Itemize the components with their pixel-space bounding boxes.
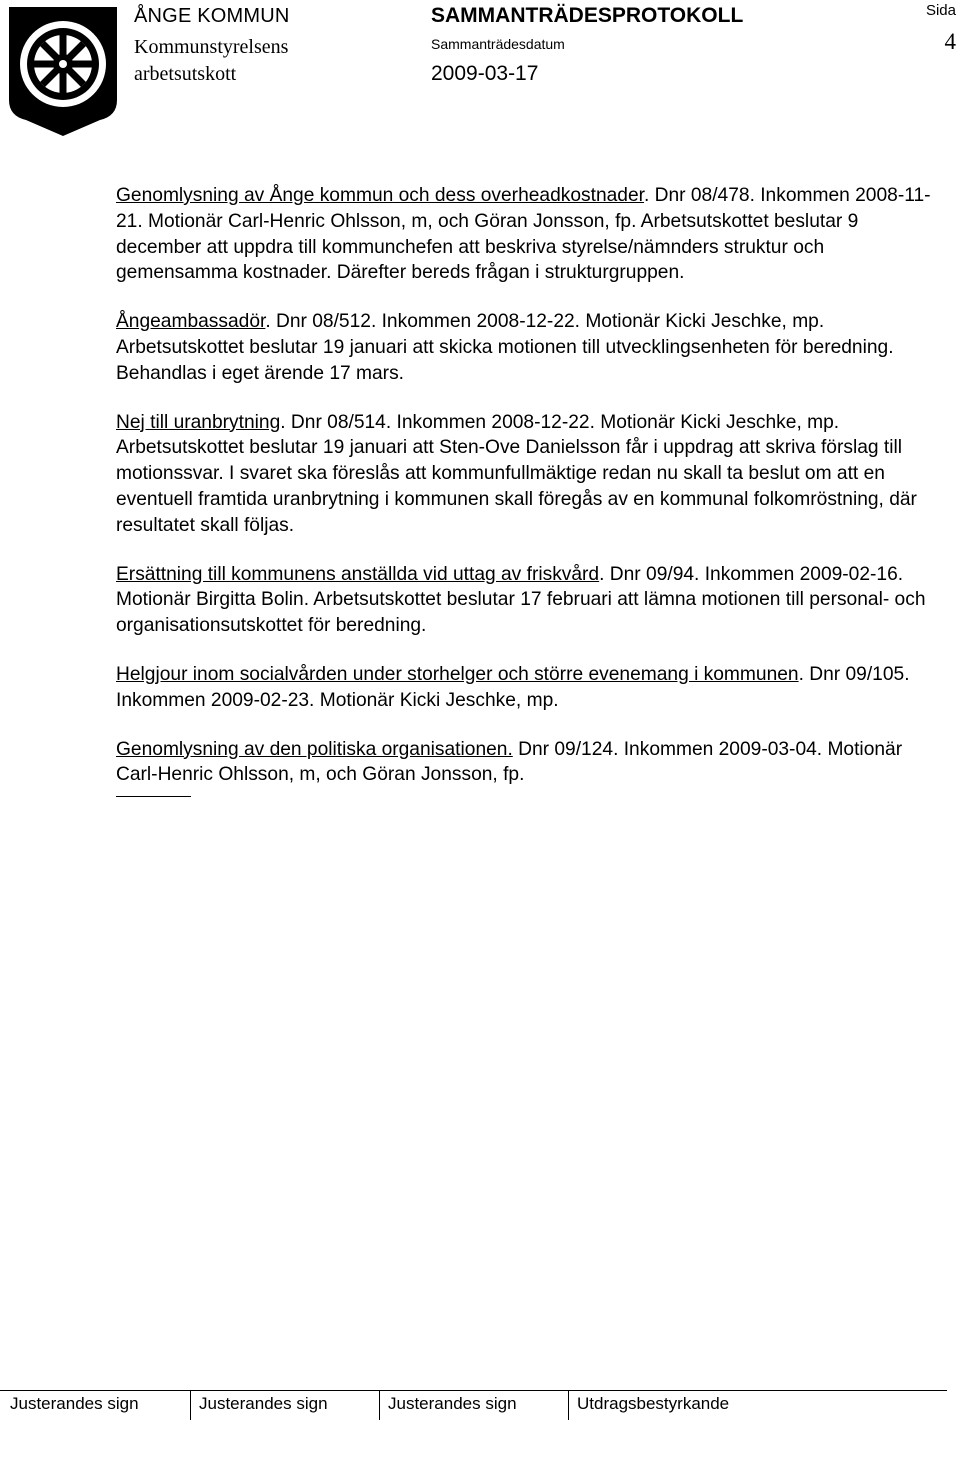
- meeting-date-label: Sammanträdesdatum: [431, 36, 565, 52]
- footer-separator: [568, 1390, 569, 1420]
- footer-separator: [379, 1390, 380, 1420]
- motion-item: [116, 183, 946, 286]
- page-label: Sida: [925, 2, 956, 19]
- footer-sign-2: Justerandes sign: [199, 1394, 328, 1413]
- motion-item: [116, 737, 946, 789]
- motion-body: . Dnr 08/514. Inkommen 2008-12-22. Motionär Kicki Jeschke, mp. Arbetsutskottet beslutar 19 januari att Sten-Ove Danielsson får i uppdrag att skriva förslag till motionssvar. I svaret ska föreslås att kommunfullmäktige redan nu skall ta beslut om att en eventuell framtida uranbrytning i kommunen skall föregås av en kommunal folkomröstning, där resultatet skall följas.: [116, 411, 917, 536]
- motion-item: [116, 410, 946, 539]
- municipality-name: ÅNGE KOMMUN: [134, 5, 290, 27]
- board-name-line2: arbetsutskott: [134, 63, 237, 85]
- motion-body: . Dnr 09/105. Inkommen 2009-02-23. Motionär Kicki Jeschke, mp.: [116, 663, 910, 711]
- footer-sign-3: Justerandes sign: [388, 1394, 517, 1413]
- protocol-title: SAMMANTRÄDESPROTOKOLL: [431, 4, 744, 27]
- motion-title: Helgjour inom socialvården under storhelger och större evenemang i kommunen: [116, 663, 799, 685]
- motion-title: Genomlysning av Ånge kommun och dess overheadkostnader: [116, 185, 644, 206]
- motion-body: Dnr 09/124. Inkommen 2009-03-04. Motionär Carl-Henric Ohlsson, m, och Göran Jonsson, fp.: [116, 738, 903, 786]
- motion-body: . Dnr 08/478. Inkommen 2008-11-21. Motionär Carl-Henric Ohlsson, m, och Göran Jonsson, fp. Arbetsutskottet beslutar 9 december att uppdra till kommunchefen att beskriva styrelse/nämnders struktur och gemensamma kostnader. Därefter bereds frågan i strukturgruppen.: [116, 185, 931, 284]
- footer-extract: Utdragsbestyrkande: [577, 1394, 730, 1413]
- motion-title: Ersättning till kommunens anställda vid uttag av friskvård: [116, 563, 600, 585]
- meeting-date: 2009-03-17: [431, 62, 539, 85]
- motion-body: . Dnr 09/94. Inkommen 2009-02-16. Motionär Birgitta Bolin. Arbetsutskottet beslutar 17 februari att lämna motionen till personal- och organisationsutskottet för beredning.: [116, 563, 926, 637]
- motion-title: Genomlysning av den politiska organisationen.: [116, 738, 513, 760]
- motion-item: [116, 309, 946, 386]
- motion-body: . Dnr 08/512. Inkommen 2008-12-22. Motionär Kicki Jeschke, mp. Arbetsutskottet beslutar 19 januari att skicka motionen till utvecklingsenheten för beredning. Behandlas i eget ärende 17 mars.: [116, 311, 894, 384]
- motion-title: Nej till uranbrytning: [116, 411, 281, 433]
- motion-item: [116, 562, 946, 639]
- footer-separator: [190, 1390, 191, 1420]
- motion-list: [116, 183, 946, 797]
- motion-title: Ångeambassadör: [116, 311, 266, 333]
- wheel-emblem-icon: [6, 4, 120, 138]
- page-number: 4: [944, 29, 956, 54]
- board-name-line1: Kommunstyrelsens: [134, 36, 289, 58]
- footer-sign-1: Justerandes sign: [10, 1394, 139, 1413]
- footer-divider: [0, 1390, 947, 1391]
- motion-item: [116, 662, 946, 714]
- end-rule: [116, 796, 191, 797]
